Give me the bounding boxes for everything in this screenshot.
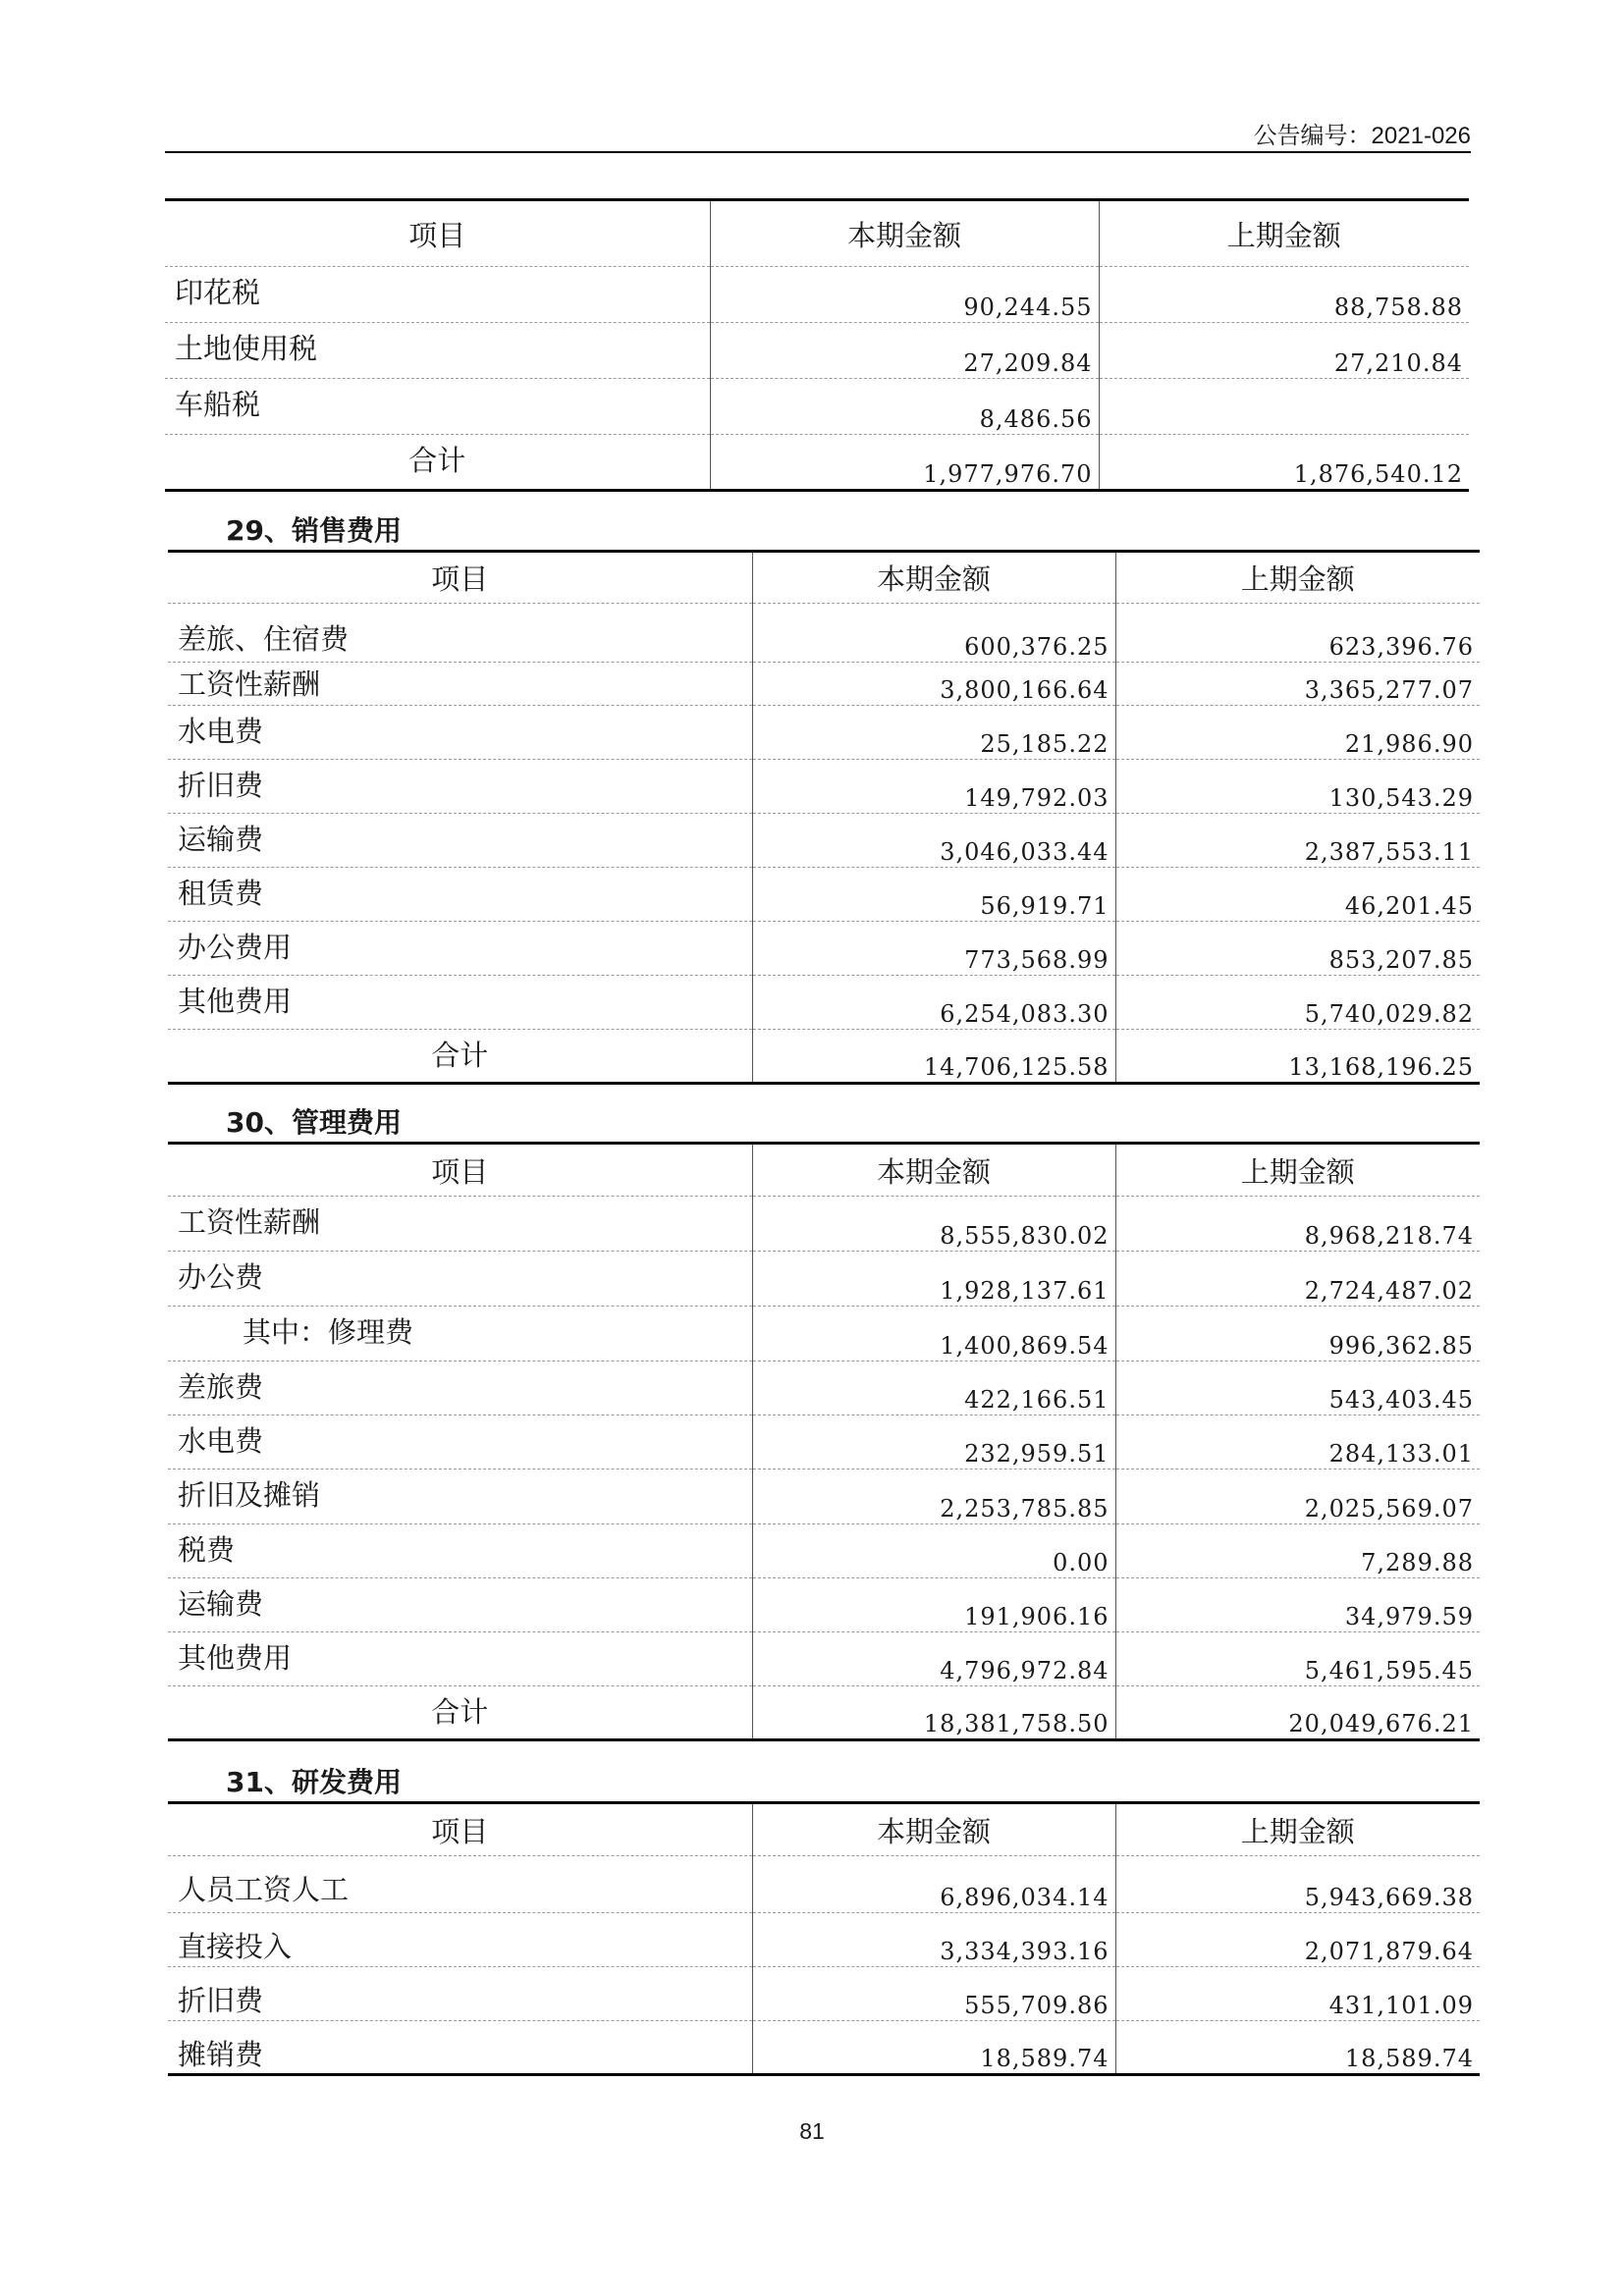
total-previous: 20,049,676.21 [1115, 1686, 1480, 1740]
row-item: 差旅、住宿费 [168, 604, 752, 663]
row-item: 人员工资人工 [168, 1856, 752, 1913]
column-header-current: 本期金额 [752, 1144, 1115, 1197]
announcement-number: 公告编号：2021-026 [1253, 123, 1471, 149]
column-header-item: 项目 [168, 1803, 752, 1856]
total-label: 合计 [408, 444, 466, 477]
page-number: 81 [799, 2118, 825, 2144]
table-row [168, 1362, 1480, 1415]
row-item: 折旧费 [168, 760, 752, 814]
table-row [168, 1578, 1480, 1632]
row-previous: 853,207.85 [1115, 922, 1480, 976]
row-current: 3,046,033.44 [752, 814, 1115, 868]
row-previous: 18,589.74 [1115, 2021, 1480, 2075]
table-row [168, 760, 1480, 814]
table-row [168, 1252, 1480, 1307]
row-previous: 5,740,029.82 [1115, 976, 1480, 1030]
column-header-item: 项目 [168, 1144, 752, 1197]
column-header-current: 本期金额 [752, 552, 1115, 604]
tax-table [165, 198, 1469, 492]
row-item: 印花税 [165, 267, 710, 323]
table-row [168, 1415, 1480, 1469]
row-item: 其他费用 [168, 1632, 752, 1686]
row-item: 差旅费 [168, 1362, 752, 1415]
row-previous: 5,461,595.45 [1115, 1632, 1480, 1686]
row-current: 600,376.25 [752, 604, 1115, 663]
row-item: 折旧费 [168, 1967, 752, 2021]
admin-expenses-table [168, 1142, 1480, 1741]
table-row [168, 1197, 1480, 1252]
row-previous: 996,362.85 [1115, 1307, 1480, 1362]
row-current: 18,589.74 [752, 2021, 1115, 2075]
table-row [165, 379, 1469, 435]
total-current: 14,706,125.58 [752, 1030, 1115, 1084]
table-row [168, 1967, 1480, 2021]
row-current: 56,919.71 [752, 868, 1115, 922]
row-previous: 34,979.59 [1115, 1578, 1480, 1632]
row-current: 1,928,137.61 [752, 1252, 1115, 1307]
row-item: 其他费用 [168, 976, 752, 1030]
row-current: 8,486.56 [710, 379, 1099, 435]
total-previous: 1,876,540.12 [1099, 435, 1469, 491]
table-row [168, 868, 1480, 922]
row-current: 422,166.51 [752, 1362, 1115, 1415]
row-previous: 46,201.45 [1115, 868, 1480, 922]
column-header-item: 项目 [168, 552, 752, 604]
row-item: 直接投入 [168, 1913, 752, 1967]
row-item: 其中：修理费 [168, 1307, 752, 1362]
row-current: 8,555,830.02 [752, 1197, 1115, 1252]
row-previous: 27,210.84 [1099, 323, 1469, 379]
row-current: 555,709.86 [752, 1967, 1115, 2021]
row-item: 水电费 [168, 1415, 752, 1469]
row-item: 税费 [168, 1524, 752, 1578]
row-previous: 88,758.88 [1099, 267, 1469, 323]
total-label: 合计 [431, 1695, 489, 1729]
column-header-previous: 上期金额 [1115, 552, 1480, 604]
row-current: 6,254,083.30 [752, 976, 1115, 1030]
table-row [168, 1632, 1480, 1686]
column-header-previous: 上期金额 [1115, 1803, 1480, 1856]
selling-expenses-table [168, 550, 1480, 1085]
row-current: 773,568.99 [752, 922, 1115, 976]
row-current: 1,400,869.54 [752, 1307, 1115, 1362]
row-current: 6,896,034.14 [752, 1856, 1115, 1913]
table-row [168, 663, 1480, 706]
row-previous [1099, 379, 1469, 435]
table-row [168, 976, 1480, 1030]
row-item: 土地使用税 [165, 323, 710, 379]
section-title-rnd-expenses: 31、研发费用 [226, 1766, 402, 1798]
rnd-expenses-table [168, 1801, 1480, 2076]
table-row [168, 706, 1480, 760]
row-current: 149,792.03 [752, 760, 1115, 814]
row-previous: 5,943,669.38 [1115, 1856, 1480, 1913]
row-item: 水电费 [168, 706, 752, 760]
row-item: 运输费 [168, 814, 752, 868]
row-current: 90,244.55 [710, 267, 1099, 323]
total-row [168, 1686, 1480, 1740]
row-previous: 284,133.01 [1115, 1415, 1480, 1469]
row-current: 2,253,785.85 [752, 1469, 1115, 1524]
table-row [168, 814, 1480, 868]
column-header-previous: 上期金额 [1099, 200, 1469, 267]
row-current: 4,796,972.84 [752, 1632, 1115, 1686]
column-header-previous: 上期金额 [1115, 1144, 1480, 1197]
total-row [168, 1030, 1480, 1084]
table-row [165, 267, 1469, 323]
row-item: 工资性薪酬 [168, 663, 752, 706]
row-previous: 2,724,487.02 [1115, 1252, 1480, 1307]
row-current: 232,959.51 [752, 1415, 1115, 1469]
row-current: 0.00 [752, 1524, 1115, 1578]
row-previous: 7,289.88 [1115, 1524, 1480, 1578]
row-previous: 3,365,277.07 [1115, 663, 1480, 706]
table-row [168, 1913, 1480, 1967]
row-previous: 130,543.29 [1115, 760, 1480, 814]
row-previous: 8,968,218.74 [1115, 1197, 1480, 1252]
column-header-current: 本期金额 [710, 200, 1099, 267]
total-current: 1,977,976.70 [710, 435, 1099, 491]
row-previous: 543,403.45 [1115, 1362, 1480, 1415]
table-row [165, 323, 1469, 379]
table-row [168, 2021, 1480, 2075]
total-current: 18,381,758.50 [752, 1686, 1115, 1740]
column-header-current: 本期金额 [752, 1803, 1115, 1856]
table-row [168, 1524, 1480, 1578]
row-current: 25,185.22 [752, 706, 1115, 760]
header-rule [165, 151, 1471, 153]
section-title-admin-expenses: 30、管理费用 [226, 1106, 402, 1139]
row-item: 折旧及摊销 [168, 1469, 752, 1524]
table-row [168, 604, 1480, 663]
row-item: 车船税 [165, 379, 710, 435]
total-row [165, 435, 1469, 491]
row-current: 191,906.16 [752, 1578, 1115, 1632]
table-row [168, 1856, 1480, 1913]
row-item: 办公费用 [168, 922, 752, 976]
row-current: 3,800,166.64 [752, 663, 1115, 706]
row-item: 运输费 [168, 1578, 752, 1632]
row-previous: 2,025,569.07 [1115, 1469, 1480, 1524]
row-previous: 623,396.76 [1115, 604, 1480, 663]
row-previous: 21,986.90 [1115, 706, 1480, 760]
total-previous: 13,168,196.25 [1115, 1030, 1480, 1084]
row-previous: 2,387,553.11 [1115, 814, 1480, 868]
column-header-item: 项目 [165, 200, 710, 267]
row-previous: 2,071,879.64 [1115, 1913, 1480, 1967]
row-item: 摊销费 [178, 2038, 264, 2071]
row-item: 办公费 [168, 1252, 752, 1307]
table-row [168, 1469, 1480, 1524]
row-item: 工资性薪酬 [168, 1197, 752, 1252]
row-current: 3,334,393.16 [752, 1913, 1115, 1967]
section-title-selling-expenses: 29、销售费用 [226, 514, 402, 547]
total-label: 合计 [431, 1039, 489, 1072]
table-row [168, 1307, 1480, 1362]
row-current: 27,209.84 [710, 323, 1099, 379]
table-row [168, 922, 1480, 976]
row-previous: 431,101.09 [1115, 1967, 1480, 2021]
row-item: 租赁费 [168, 868, 752, 922]
